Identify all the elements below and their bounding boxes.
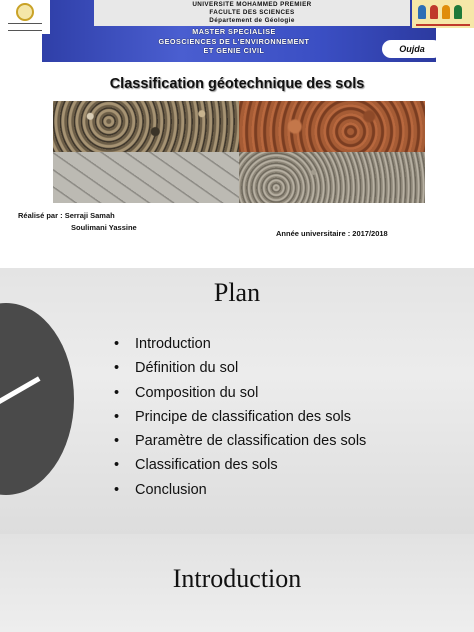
university-logo-icon — [412, 0, 474, 28]
list-item: • Paramètre de classification des sols — [114, 429, 366, 453]
author-1: Serraji Samah — [64, 211, 115, 220]
header-banner — [42, 0, 436, 62]
program-block — [94, 27, 374, 56]
program-line-1: MASTER SPECIALISE — [192, 27, 276, 36]
soil-photo-collage — [53, 101, 425, 203]
introduction-slide — [0, 534, 474, 632]
clock-graphic-icon — [0, 303, 74, 495]
bullet-icon: • — [114, 408, 120, 425]
academic-year: Année universitaire : 2017/2018 — [276, 229, 388, 238]
bullet-icon: • — [114, 481, 120, 498]
list-item: • Introduction — [114, 332, 366, 356]
list-item: • Conclusion — [114, 478, 366, 502]
authors-label: Réalisé par : — [18, 211, 63, 220]
clock-hand — [0, 376, 41, 435]
university-block — [94, 0, 410, 26]
program-line-3: ET GENIE CIVIL — [203, 46, 265, 55]
presentation-title: Classification géotechnique des sols — [109, 76, 365, 92]
gravel-soil-image — [53, 101, 239, 152]
bullet-icon: • — [114, 336, 120, 352]
clay-soil-image — [239, 101, 425, 152]
introduction-title: Introduction — [172, 564, 302, 593]
author-2: Soulimani Yassine — [71, 223, 137, 232]
bullet-icon: • — [114, 433, 120, 450]
bullet-icon: • — [114, 457, 120, 474]
authors-block — [18, 210, 137, 234]
list-item: • Classification des sols — [114, 453, 366, 477]
list-item: • Principe de classification des sols — [114, 405, 366, 429]
sand-soil-image — [239, 152, 425, 203]
plan-list — [114, 332, 366, 502]
cracked-soil-image — [53, 152, 239, 203]
list-item: • Composition du sol — [114, 381, 366, 405]
plan-title: Plan — [213, 278, 261, 307]
bullet-icon: • — [114, 360, 120, 377]
faculty-name: FACULTE DES SCIENCES — [209, 9, 295, 16]
title-slide — [0, 0, 474, 268]
city-label: Oujda — [382, 40, 442, 58]
program-line-2: GEOSCIENCES DE L'ENVIRONNEMENT — [158, 36, 310, 46]
faculty-logo-icon — [0, 0, 50, 34]
department-name: Département de Géologie — [209, 17, 295, 24]
university-name: UNIVERSITE MOHAMMED PREMIER — [192, 1, 312, 8]
plan-slide — [0, 268, 474, 534]
bullet-icon: • — [114, 384, 120, 401]
list-item: • Définition du sol — [114, 356, 366, 380]
